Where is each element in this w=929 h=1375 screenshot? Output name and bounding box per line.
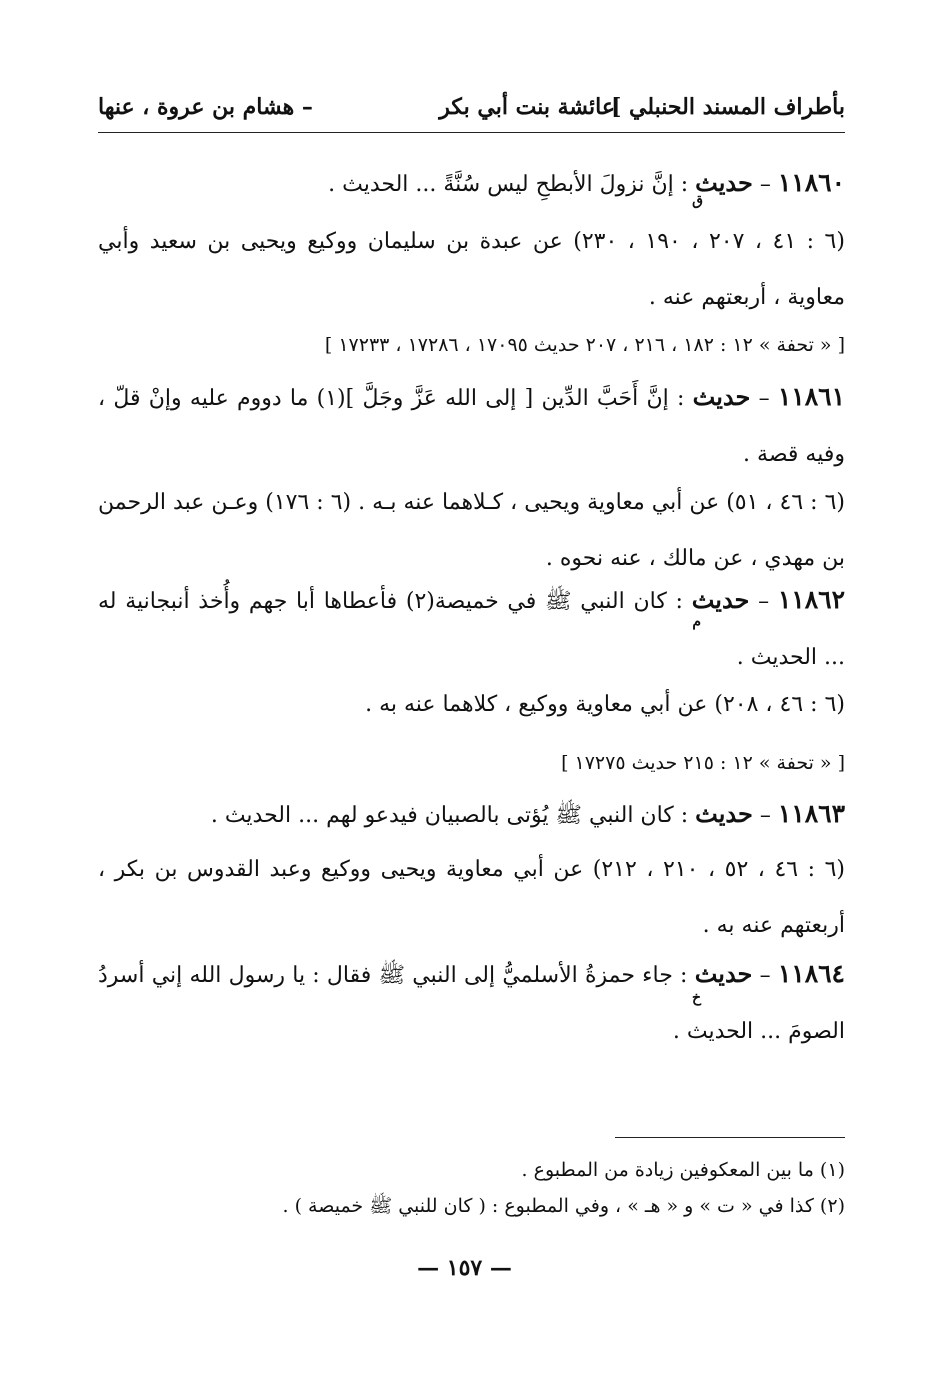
hadith-refs-11860: [98, 214, 845, 326]
tuhfa-text: [ « تحفة » ١٢ : ٢١٥ حديث ١٧٢٧٥ ]: [561, 752, 845, 774]
footnote-1: (١) ما بين المعكوفين زيادة من المطبوع .: [521, 1159, 845, 1181]
footnotes: [98, 1152, 845, 1224]
tuhfa-ref-11860: [98, 330, 845, 360]
hadith-number: ١١٨٦٠: [777, 168, 845, 197]
hadith-entry-11863: ١١٨٦٣ – حديث : كان النبي ﷺ يُؤتى بالصبيان فيدعو لهم ... الحديث .: [210, 799, 845, 828]
header-book-title: بأطراف المسند الحنبلي ]: [610, 94, 845, 120]
refs-text: (٦ : ٤٦ ، ٥١) عن أبي معاوية ويحيى ، كـلاهما عنه بـه . (٦ : ١٧٦) وعـن عبد الرحمن بن مهدي ، عن مالك ، عنه نحوه .: [98, 490, 845, 571]
tuhfa-ref-11862: [98, 748, 845, 778]
hadith-keyword: حديث: [692, 382, 751, 411]
header-section-title: عائشة بنت أبي بكر: [439, 94, 615, 120]
hadith-entry-11860: ١١٨٦٠ – حديث : إنَّ نزولَ الأبطحِ ليس سُنَّةً ... الحديث .: [328, 168, 845, 197]
hadith-entry-11864: ١١٨٦٤ – حديث : جاء حمزةُ الأسلميُّ إلى النبي ﷺ فقال : يا رسول الله إني أسردُ الصومَ ... الحديث .: [98, 959, 845, 1044]
hadith-refs-11862: [98, 677, 845, 733]
running-header: [98, 92, 845, 133]
hadith-keyword: حديث: [695, 799, 753, 828]
hadith-entry-11861: ١١٨٦١ – حديث : إنَّ أَحَبَّ الدِّين [ إلى الله عَزَّ وجَلَّ ](١) ما دووم عليه وإنْ قلّ ، وفيه قصة .: [98, 382, 845, 467]
hadith-keyword: حديث: [691, 585, 750, 614]
page-number: — ١٥٧ —: [417, 1255, 512, 1281]
hadith-number: ١١٨٦١: [777, 382, 845, 411]
hadith-refs-11861: [98, 475, 845, 587]
hadith-entry-11862: ١١٨٦٢ – حديث : كان النبي ﷺ في خميصة(٢) فأعطاها أبا جهم وأُخذ أنبجانية له ... الحديث .: [98, 585, 845, 670]
hadith-text: : إنَّ أَحَبَّ الدِّين [ إلى الله عَزَّ وجَلَّ ](١) ما دووم عليه وإنْ قلّ ، وفيه قصة .: [98, 386, 845, 467]
hadith-refs-11863: [98, 842, 845, 954]
refs-text: (٦ : ٤٦ ، ٥٢ ، ٢١٠ ، ٢١٢) عن أبي معاوية ويحيى ووكيع وعبد القدوس بن بكر ، أربعتهم عنه به .: [98, 857, 846, 938]
refs-text: (٦ : ٤١ ، ٢٠٧ ، ١٩٠ ، ٢٣٠) عن عبدة بن سليمان ووكيع ويحيى بن سعيد وأبي معاوية ، أربعتهم عنه .: [98, 229, 845, 310]
hadith-number: ١١٨٦٢: [777, 585, 845, 614]
source-mark: م: [692, 614, 701, 630]
hadith-text: : جاء حمزةُ الأسلميُّ إلى النبي ﷺ فقال : يا رسول الله إني أسردُ الصومَ ... الحديث .: [98, 963, 845, 1044]
source-mark: ق: [692, 193, 703, 209]
hadith-number: ١١٨٦٤: [777, 959, 845, 988]
hadith-text: : كان النبي ﷺ يُؤتى بالصبيان فيدعو لهم ... الحديث .: [210, 803, 689, 828]
tuhfa-text: [ « تحفة » ١٢ : ١٨٢ ، ٢١٦ ، ٢٠٧ حديث ١٧٠٩٥ ، ١٧٢٨٦ ، ١٧٢٣٣ ]: [324, 334, 845, 356]
footnote-2: (٢) كذا في « ت » و « هـ » ، وفي المطبوع : ( كان للنبي ﷺ خميصة ) .: [282, 1195, 845, 1217]
hadith-keyword: حديث: [694, 959, 753, 988]
hadith-keyword: حديث: [695, 168, 753, 197]
refs-text: (٦ : ٤٦ ، ٢٠٨) عن أبي معاوية ووكيع ، كلاهما عنه به .: [365, 692, 845, 717]
footnote-separator: [615, 1137, 845, 1138]
hadith-text: : كان النبي ﷺ في خميصة(٢) فأعطاها أبا جهم وأُخذ أنبجانية له ... الحديث .: [98, 589, 845, 670]
hadith-number: ١١٨٦٣: [777, 799, 845, 828]
header-chain: – هشام بن عروة ، عنها: [98, 94, 313, 120]
source-mark: خ: [691, 990, 701, 1006]
hadith-text: : إنَّ نزولَ الأبطحِ ليس سُنَّةً ... الحديث .: [328, 172, 689, 197]
